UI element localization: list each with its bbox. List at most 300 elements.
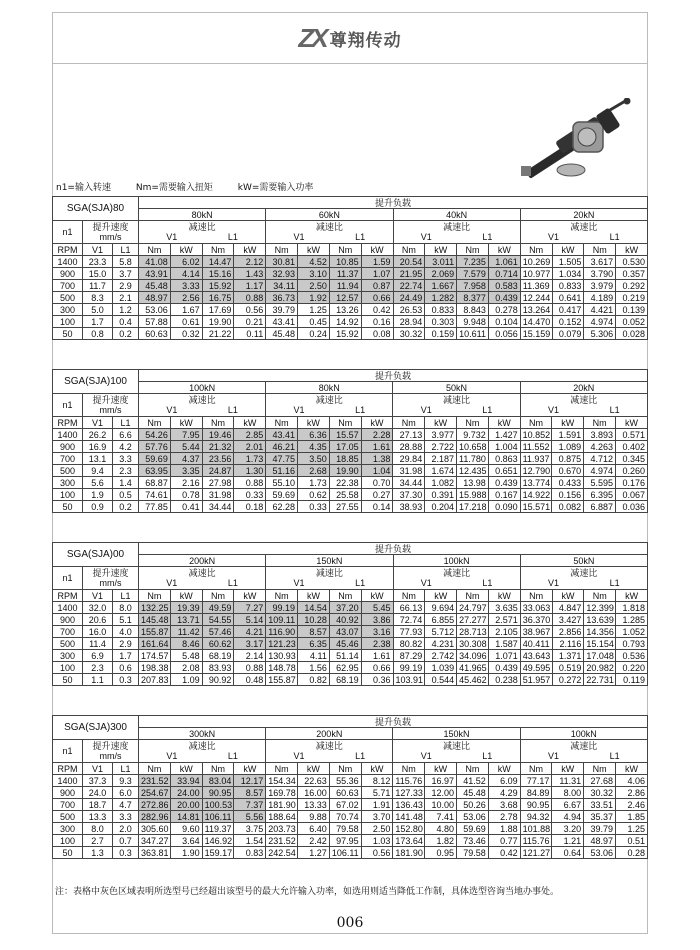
ratio-v1: V1 (293, 405, 305, 415)
value-cell: 15.159 (520, 328, 552, 340)
value-cell: 282.96 (139, 811, 171, 823)
value-cell: 0.56 (361, 847, 393, 859)
value-cell: 0.18 (234, 501, 266, 513)
value-cell: 155.87 (139, 626, 171, 638)
value-cell: 3.68 (488, 799, 520, 811)
value-cell: 0.21 (234, 316, 266, 328)
value-cell: 0.66 (361, 292, 393, 304)
value-cell: 22.74 (393, 280, 425, 292)
speed-label-line2: mm/s (99, 405, 122, 415)
value-cell: 11.369 (520, 280, 552, 292)
value-cell: 14.81 (170, 811, 202, 823)
value-cell: 1.82 (425, 835, 457, 847)
value-cell: 0.167 (488, 489, 520, 501)
col-l1: L1 (113, 417, 139, 429)
value-cell: 0.519 (552, 662, 584, 674)
v1-cell: 20.6 (83, 614, 113, 626)
value-cell: 27.68 (584, 775, 616, 787)
value-cell: 21.22 (202, 328, 234, 340)
value-cell: 0.439 (488, 477, 520, 489)
col-nm: Nm (520, 417, 552, 429)
value-cell: 1.427 (488, 429, 520, 441)
l1-cell: 0.3 (113, 674, 139, 686)
value-cell: 43.07 (329, 626, 361, 638)
load-value: 80kN (266, 382, 393, 394)
value-cell: 24.797 (457, 602, 489, 614)
value-cell: 305.60 (139, 823, 171, 835)
ratio-header (393, 567, 520, 590)
v1-cell: 9.4 (83, 465, 113, 477)
value-cell: 0.88 (234, 477, 266, 489)
value-cell: 121.23 (266, 638, 298, 650)
value-cell: 9.88 (298, 811, 330, 823)
value-cell: 0.651 (488, 465, 520, 477)
value-cell: 127.33 (393, 787, 425, 799)
spec-table (52, 715, 648, 859)
value-cell: 2.14 (234, 650, 266, 662)
rpm-cell: 50 (53, 847, 83, 859)
load-value: 50kN (393, 382, 520, 394)
col-nm: Nm (584, 417, 616, 429)
value-cell: 159.17 (202, 847, 234, 859)
value-cell: 87.29 (393, 650, 425, 662)
value-cell: 4.35 (298, 441, 330, 453)
col-l1: L1 (113, 244, 139, 256)
value-cell: 7.37 (234, 799, 266, 811)
value-cell: 0.16 (361, 316, 393, 328)
value-cell: 3.790 (584, 268, 616, 280)
ratio-label: 减速比 (315, 741, 343, 751)
rpm-cell: 100 (53, 835, 83, 847)
v1-cell: 16.9 (83, 441, 113, 453)
col-v1: V1 (83, 763, 113, 775)
ratio-v1: V1 (548, 578, 560, 588)
value-cell: 2.85 (234, 429, 266, 441)
value-cell: 20.982 (584, 662, 616, 674)
value-cell: 7.41 (425, 811, 457, 823)
col-nm: Nm (202, 763, 234, 775)
value-cell: 7.958 (457, 280, 489, 292)
value-cell: 7.27 (234, 602, 266, 614)
value-cell: 8.843 (457, 304, 489, 316)
value-cell: 198.38 (139, 662, 171, 674)
value-cell: 1.371 (552, 650, 584, 662)
value-cell: 16.75 (202, 292, 234, 304)
ratio-options (523, 232, 645, 242)
value-cell: 0.11 (234, 328, 266, 340)
value-cell: 94.32 (520, 811, 552, 823)
value-cell: 0.51 (615, 835, 647, 847)
ratio-l1: L1 (227, 232, 238, 242)
value-cell: 22.63 (298, 775, 330, 787)
value-cell: 4.06 (615, 775, 647, 787)
page-header (53, 13, 647, 64)
rpm-cell: 1400 (53, 775, 83, 787)
value-cell: 0.833 (425, 304, 457, 316)
value-cell: 1.04 (361, 465, 393, 477)
value-cell: 0.544 (425, 674, 457, 686)
col-kw: kW (361, 590, 393, 602)
ratio-header (520, 740, 647, 763)
value-cell: 30.32 (393, 328, 425, 340)
value-cell: 3.35 (170, 465, 202, 477)
value-cell: 45.462 (457, 674, 489, 686)
value-cell: 14.356 (584, 626, 616, 638)
rpm-cell: 50 (53, 501, 83, 513)
load-header: 提升负载 (139, 716, 648, 728)
ratio-v1: V1 (420, 751, 432, 761)
value-cell: 8.12 (361, 775, 393, 787)
value-cell: 5.712 (425, 626, 457, 638)
n1-label: n1 (53, 394, 83, 417)
value-cell: 0.104 (488, 316, 520, 328)
value-cell: 17.69 (202, 304, 234, 316)
spec-table (52, 369, 648, 513)
load-value: 100kN (520, 728, 647, 740)
col-v1: V1 (83, 244, 113, 256)
load-value: 20kN (520, 209, 647, 221)
value-cell: 174.57 (139, 650, 171, 662)
load-value: 100kN (139, 382, 266, 394)
col-kw: kW (170, 763, 202, 775)
col-l1: L1 (113, 590, 139, 602)
value-cell: 3.16 (361, 626, 393, 638)
rpm-cell: 900 (53, 787, 83, 799)
col-kw: kW (234, 244, 266, 256)
value-cell: 0.28 (615, 847, 647, 859)
value-cell: 1.03 (361, 835, 393, 847)
value-cell: 43.91 (139, 268, 171, 280)
value-cell: 2.187 (425, 453, 457, 465)
col-kw: kW (552, 590, 584, 602)
ratio-v1: V1 (293, 232, 305, 242)
value-cell: 4.80 (425, 823, 457, 835)
value-cell: 16.00 (298, 787, 330, 799)
value-cell: 8.00 (552, 787, 584, 799)
model-name: SGA(SJA)300 (53, 716, 139, 740)
value-cell: 63.95 (139, 465, 171, 477)
value-cell: 0.159 (425, 328, 457, 340)
l1-cell: 2.9 (113, 280, 139, 292)
l1-cell: 6.0 (113, 787, 139, 799)
ratio-l1: L1 (482, 405, 493, 415)
col-kw: kW (170, 590, 202, 602)
model-name: SGA(SJA)80 (53, 197, 139, 221)
value-cell: 11.94 (329, 280, 361, 292)
value-cell: 2.856 (552, 626, 584, 638)
value-cell: 4.263 (584, 441, 616, 453)
value-cell: 17.05 (329, 441, 361, 453)
value-cell: 15.154 (584, 638, 616, 650)
rpm-cell: 1400 (53, 429, 83, 441)
value-cell: 28.713 (457, 626, 489, 638)
value-cell: 0.48 (234, 674, 266, 686)
value-cell: 54.55 (202, 614, 234, 626)
l1-cell: 1.4 (113, 477, 139, 489)
value-cell: 38.93 (393, 501, 425, 513)
col-kw: kW (298, 417, 330, 429)
value-cell: 39.79 (266, 304, 298, 316)
value-cell: 1.07 (361, 268, 393, 280)
value-cell: 2.571 (488, 614, 520, 626)
value-cell: 15.92 (202, 280, 234, 292)
value-cell: 3.50 (298, 453, 330, 465)
value-cell: 1.17 (234, 280, 266, 292)
value-cell: 101.88 (520, 823, 552, 835)
value-cell: 188.64 (266, 811, 298, 823)
col-nm: Nm (139, 417, 171, 429)
col-v1: V1 (83, 417, 113, 429)
value-cell: 24.00 (170, 787, 202, 799)
value-cell: 1.071 (488, 650, 520, 662)
rpm-cell: 100 (53, 489, 83, 501)
value-cell: 1.25 (615, 823, 647, 835)
ratio-label: 减速比 (188, 741, 216, 751)
col-nm: Nm (457, 417, 489, 429)
table-row (53, 823, 648, 835)
table-row (53, 256, 648, 268)
value-cell: 2.01 (234, 441, 266, 453)
col-kw: kW (488, 763, 520, 775)
col-kw: kW (425, 417, 457, 429)
l1-cell: 0.5 (113, 489, 139, 501)
value-cell: 347.27 (139, 835, 171, 847)
value-cell: 4.11 (298, 650, 330, 662)
value-cell: 1.25 (298, 304, 330, 316)
value-cell: 13.26 (329, 304, 361, 316)
value-cell: 0.028 (616, 328, 648, 340)
value-cell: 1.73 (234, 453, 266, 465)
value-cell: 53.06 (584, 847, 616, 859)
ratio-l1: L1 (355, 232, 366, 242)
load-value: 40kN (393, 209, 520, 221)
value-cell: 2.42 (298, 835, 330, 847)
col-kw: kW (616, 244, 648, 256)
value-cell: 4.712 (584, 453, 616, 465)
table-row (53, 489, 648, 501)
value-cell: 0.176 (615, 477, 647, 489)
value-cell: 59.69 (139, 453, 171, 465)
table-row (53, 268, 648, 280)
ratio-options (268, 232, 390, 242)
table-row (53, 847, 648, 859)
value-cell: 59.69 (266, 489, 298, 501)
col-nm: Nm (393, 590, 425, 602)
value-cell: 32.93 (266, 268, 298, 280)
value-cell: 1.56 (298, 662, 330, 674)
value-cell: 14.92 (329, 316, 361, 328)
ratio-label: 减速比 (443, 568, 471, 578)
ratio-options (523, 405, 645, 415)
l1-cell: 6.6 (113, 429, 139, 441)
value-cell: 0.66 (361, 662, 393, 674)
value-cell: 3.011 (425, 256, 457, 268)
load-value: 60kN (266, 209, 393, 221)
ratio-header (393, 221, 520, 244)
value-cell: 0.417 (552, 304, 584, 316)
value-cell: 0.278 (488, 304, 520, 316)
value-cell: 0.62 (298, 489, 330, 501)
col-nm: Nm (329, 244, 361, 256)
value-cell: 141.48 (393, 811, 425, 823)
value-cell: 51.957 (520, 674, 552, 686)
value-cell: 106.11 (329, 847, 361, 859)
v1-cell: 2.3 (83, 662, 113, 674)
value-cell: 115.76 (393, 775, 425, 787)
col-nm: Nm (520, 590, 552, 602)
value-cell: 31.98 (202, 489, 234, 501)
col-nm: Nm (393, 417, 425, 429)
table-row (53, 811, 648, 823)
value-cell: 55.10 (266, 477, 298, 489)
value-cell: 13.774 (520, 477, 552, 489)
value-cell: 35.37 (584, 811, 616, 823)
ratio-l1: L1 (482, 578, 493, 588)
col-nm: Nm (139, 763, 171, 775)
value-cell: 45.48 (457, 787, 489, 799)
ratio-options (268, 751, 390, 761)
l1-cell: 3.3 (113, 811, 139, 823)
value-cell: 17.048 (584, 650, 616, 662)
value-cell: 0.238 (488, 674, 520, 686)
value-cell: 4.421 (584, 304, 616, 316)
l1-cell: 1.2 (113, 304, 139, 316)
value-cell: 1.052 (616, 626, 648, 638)
value-cell: 73.46 (457, 835, 489, 847)
value-cell: 77.17 (520, 775, 552, 787)
ratio-options (396, 578, 518, 588)
value-cell: 5.56 (234, 811, 266, 823)
value-cell: 59.69 (457, 823, 489, 835)
value-cell: 0.439 (488, 662, 520, 674)
l1-cell: 2.9 (113, 638, 139, 650)
value-cell: 0.87 (361, 280, 393, 292)
l1-cell: 0.4 (113, 316, 139, 328)
l1-cell: 2.1 (113, 292, 139, 304)
value-cell: 1.27 (298, 847, 330, 859)
ratio-options (141, 405, 263, 415)
col-kw: kW (552, 417, 584, 429)
rpm-cell: 900 (53, 268, 83, 280)
ratio-l1: L1 (609, 751, 620, 761)
speed-label-line2: mm/s (99, 751, 122, 761)
col-rpm: RPM (53, 244, 83, 256)
value-cell: 84.89 (520, 787, 552, 799)
col-kw: kW (170, 244, 202, 256)
table-row (53, 304, 648, 316)
col-kw: kW (488, 590, 520, 602)
value-cell: 0.052 (616, 316, 648, 328)
table-row (53, 292, 648, 304)
value-cell: 34.11 (266, 280, 298, 292)
value-cell: 181.90 (393, 847, 425, 859)
value-cell: 5.71 (361, 787, 393, 799)
col-kw: kW (488, 417, 520, 429)
load-value: 150kN (266, 555, 393, 567)
ratio-options (395, 751, 517, 761)
v1-cell: 1.1 (83, 674, 113, 686)
value-cell: 6.887 (584, 501, 616, 513)
l1-cell: 9.3 (113, 775, 139, 787)
v1-cell: 13.3 (83, 811, 113, 823)
value-cell: 3.979 (584, 280, 616, 292)
value-cell: 2.78 (488, 811, 520, 823)
value-cell: 20.00 (170, 799, 202, 811)
col-kw: kW (361, 763, 393, 775)
value-cell: 34.096 (457, 650, 489, 662)
ratio-header (520, 567, 647, 590)
value-cell: 9.60 (170, 823, 202, 835)
value-cell: 1.818 (616, 602, 648, 614)
value-cell: 119.37 (202, 823, 234, 835)
ratio-options (141, 751, 263, 761)
value-cell: 49.59 (202, 602, 234, 614)
value-cell: 11.42 (170, 626, 202, 638)
load-value: 300kN (139, 728, 266, 740)
ratio-header (139, 567, 266, 590)
col-nm: Nm (520, 244, 552, 256)
value-cell: 37.20 (329, 602, 361, 614)
l1-cell: 2.0 (113, 823, 139, 835)
value-cell: 1.67 (170, 304, 202, 316)
value-cell: 4.21 (234, 626, 266, 638)
ratio-v1: V1 (293, 751, 305, 761)
ratio-options (523, 751, 645, 761)
rpm-cell: 900 (53, 614, 83, 626)
value-cell: 11.937 (520, 453, 552, 465)
col-nm: Nm (202, 244, 234, 256)
value-cell: 231.52 (266, 835, 298, 847)
ratio-v1: V1 (420, 232, 432, 242)
col-kw: kW (361, 417, 393, 429)
value-cell: 8.57 (298, 626, 330, 638)
col-nm: Nm (584, 244, 616, 256)
value-cell: 13.264 (520, 304, 552, 316)
value-cell: 3.977 (425, 429, 457, 441)
value-cell: 0.32 (170, 328, 202, 340)
col-kw: kW (425, 590, 457, 602)
logo-mark: ZX (298, 22, 326, 53)
value-cell: 103.91 (393, 674, 425, 686)
table-row (53, 799, 648, 811)
l1-cell: 1.7 (113, 650, 139, 662)
value-cell: 181.90 (266, 799, 298, 811)
value-cell: 11.552 (520, 441, 552, 453)
col-kw: kW (298, 244, 330, 256)
value-cell: 66.13 (393, 602, 425, 614)
col-nm: Nm (139, 244, 171, 256)
value-cell: 7.235 (457, 256, 489, 268)
table-row (53, 477, 648, 489)
col-nm: Nm (329, 417, 361, 429)
value-cell: 2.86 (615, 787, 647, 799)
ratio-l1: L1 (355, 751, 366, 761)
value-cell: 173.64 (393, 835, 425, 847)
value-cell: 10.85 (329, 256, 361, 268)
value-cell: 51.16 (266, 465, 298, 477)
value-cell: 13.98 (457, 477, 489, 489)
ratio-v1: V1 (547, 405, 559, 415)
load-value: 200kN (266, 728, 393, 740)
value-cell: 34.44 (202, 501, 234, 513)
v1-cell: 6.9 (83, 650, 113, 662)
value-cell: 90.95 (202, 787, 234, 799)
value-cell: 38.967 (520, 626, 552, 638)
value-cell: 60.63 (329, 787, 361, 799)
rpm-cell: 500 (53, 465, 83, 477)
value-cell: 28.88 (393, 441, 425, 453)
value-cell: 0.27 (361, 489, 393, 501)
